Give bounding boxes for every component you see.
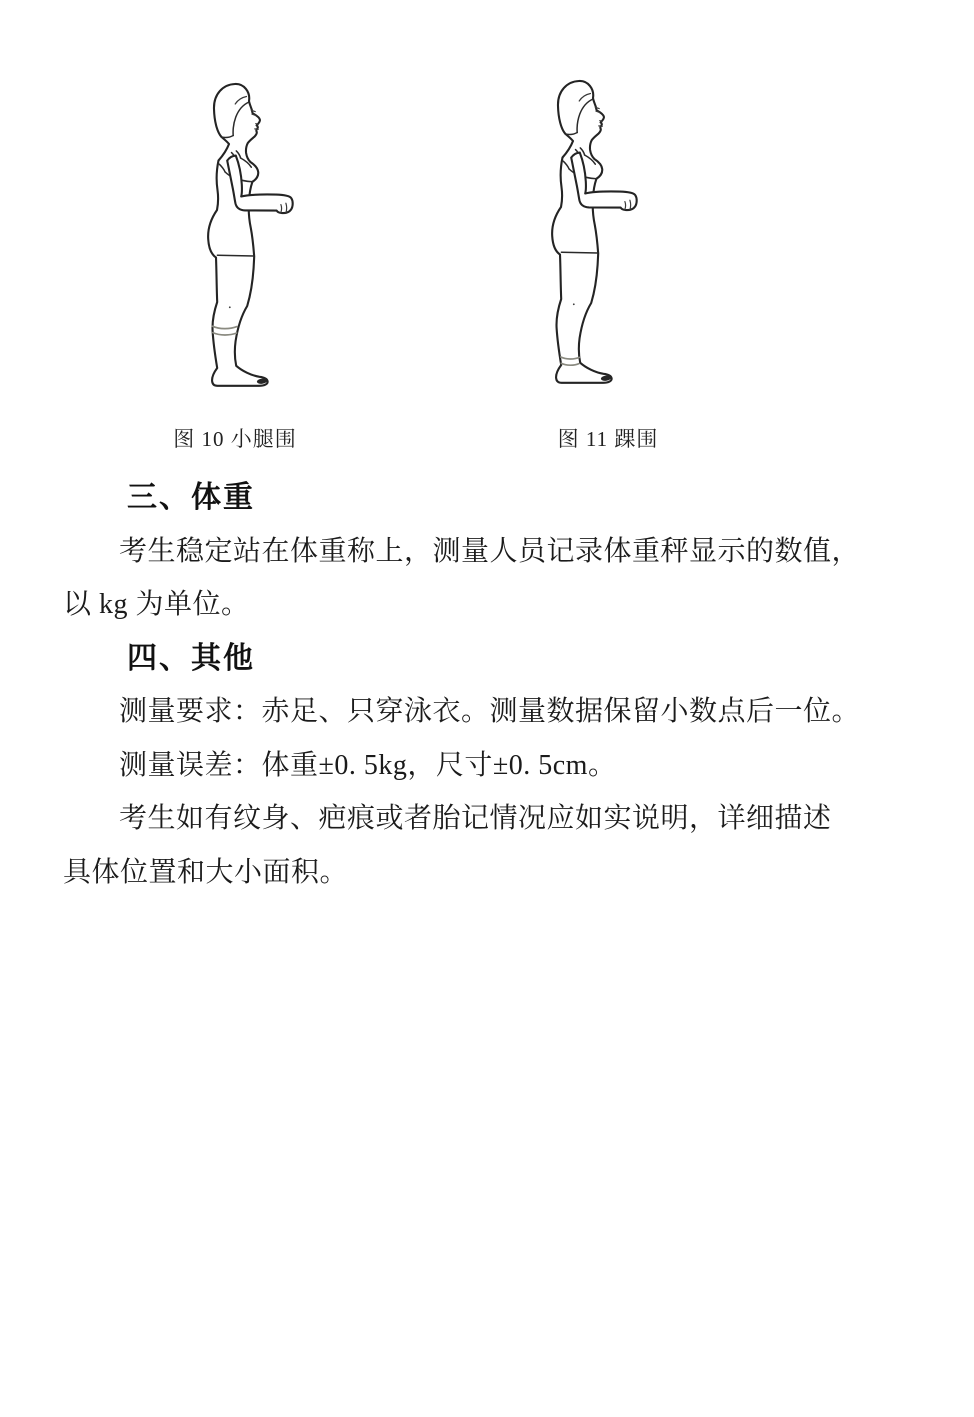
figure-calf-illustration bbox=[190, 80, 310, 390]
body-line: 具体位置和大小面积。 bbox=[63, 856, 349, 888]
body-line: 测量要求：赤足、只穿泳衣。测量数据保留小数点后一位。 bbox=[119, 696, 861, 727]
figure-ankle-illustration bbox=[534, 77, 654, 387]
body-line: 考生稳定站在体重称上，测量人员记录体重秤显示的数值， bbox=[119, 535, 861, 567]
figure-10-caption: 图 10 小腿围 bbox=[173, 427, 297, 451]
human-profile-drawing-ankle bbox=[534, 77, 654, 387]
body-line: 测量误差：体重±0. 5kg，尺寸±0. 5cm。 bbox=[119, 749, 617, 781]
figure-11-caption: 图 11 踝围 bbox=[557, 427, 659, 451]
body-line: 考生如有纹身、疤痕或者胎记情况应如实说明，详细描述 bbox=[119, 803, 832, 834]
section-heading-weight: 三、体重 bbox=[127, 481, 255, 514]
section-heading-other: 四、其他 bbox=[127, 641, 255, 675]
human-profile-drawing-calf bbox=[190, 80, 310, 390]
body-line: 以 kg 为单位。 bbox=[63, 589, 250, 620]
text-block bbox=[63, 471, 923, 899]
